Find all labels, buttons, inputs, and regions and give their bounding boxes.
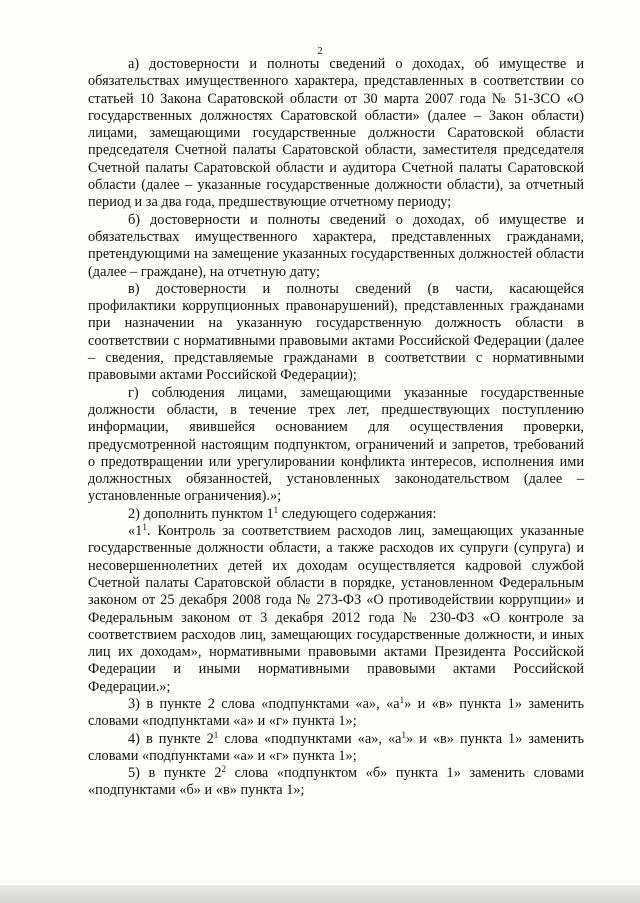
text-fragment: «1 [128,523,143,540]
scan-bottom-edge [0,885,640,903]
superscript: 1 [142,522,147,533]
superscript: 1 [401,729,407,740]
document-body [88,56,584,800]
page-number: 2 [317,45,323,57]
text-fragment: 5) в пункте 2 [128,765,222,782]
text-fragment: » и «в» пункта 1» заменить словами «подпунктами «а» и «г» пункта 1»; [88,730,584,764]
superscript: 1 [399,694,405,705]
text-fragment: 4) в пункте 2 [128,730,214,747]
paragraph-item-3 [88,696,584,731]
superscript: 1 [273,504,279,515]
paragraph-v: в) достоверности и полноты сведений (в части, касающейся профилактики коррупционных правонарушений), представленных гражданами при назначении на указанную государственную должность области в соответствии с нормативными правовыми актами Российской Федерации (далее – сведения, представляемые гражданами в соответствии с нормативными правовыми актами Российской Федерации); [88,280,584,384]
paragraph-g: г) соблюдения лицами, замещающими указанные государственные должности области, в течение трех лет, предшествующих поступлению информации, явившейся основанием для осуществления проверки, предусмотренной настоящим подпунктом, ограничений и запретов, требований о предотвращении или урегулировании конфликта интересов, исполнения ими должностных обязанностей, установленных законодательством (далее – установленные ограничения).»; [88,384,584,505]
paragraph-a: а) достоверности и полноты сведений о доходах, об имуществе и обязательствах имущественного характера, представленных в соответствии со статьей 10 Закона Саратовской области от 30 марта 2007 года № 51-ЗСО «О государственных должностях Саратовской области» (далее – Закон области) лицами, замещающими государственные должности Саратовской области председателя Счетной палаты Саратовской области, заместителя председателя Счетной палаты Саратовской области и аудитора Счетной палаты Саратовской области (далее – указанные государственные должности области), за отчетный период и за два года, предшествующие отчетному периоду; [88,56,584,211]
superscript: 2 [221,764,227,775]
paragraph-item-4 [88,731,584,766]
text-fragment: слова «подпунктами «а», «а [218,730,402,747]
paragraph-item-1-1-quote [88,523,584,696]
text-fragment: . Контроль за соответствием расходов лиц, замещающих указанные государственные должности области, а также расходов их супруги (супруга) и несовершеннолетних детей их доходам осуществляется кадровой службой Счетной палаты Саратовской области в порядке, установленном Федеральным законом от 25 декабря 2008 года № 273-ФЗ «О противодействии коррупции» и Федеральным законом от 3 декабря 2012 года № 230-ФЗ «О контроле за соответствием расходов лиц, замещающих государственные должности, и иных лиц их доходам», нормативными правовыми актами Президента Российской Федерации и иными нормативными правовыми актами Российской Федерации.»; [88,523,584,695]
text-fragment: слова «подпунктом «б» пункта 1» заменить словами «подпунктами «б» и «в» пункта 1»; [88,765,585,799]
text-fragment: 2) дополнить пунктом 1 [128,505,274,522]
superscript: 1 [213,729,219,740]
text-fragment: 3) в пункте 2 слова «подпунктами «а», «а [128,695,400,712]
text-fragment: » и «в» пункта 1» заменить словами «подпунктами «а» и «г» пункта 1»; [88,695,584,730]
paragraph-item-5 [88,765,584,800]
paragraph-item-2 [88,506,584,523]
text-fragment: следующего содержания: [278,505,437,522]
paragraph-b: б) достоверности и полноты сведений о доходах, об имуществе и обязательствах имущественного характера, представленных гражданами, претендующими на замещение указанных государственных должностей области (далее – граждане), на отчетную дату; [88,211,584,280]
